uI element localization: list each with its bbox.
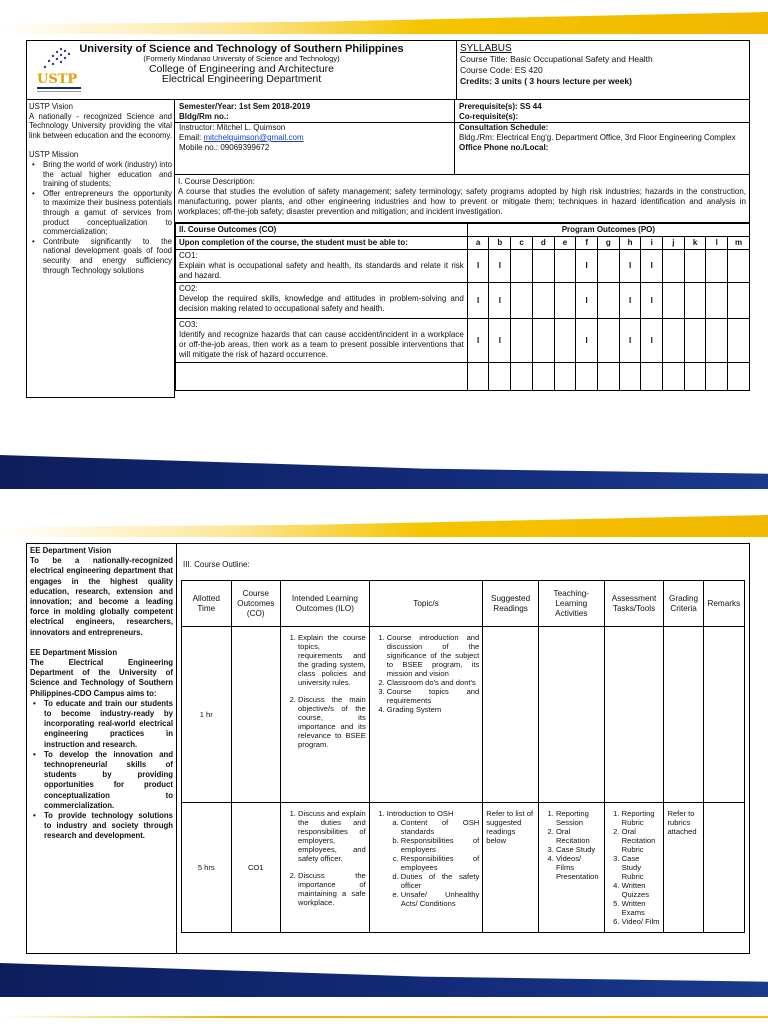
po-mark: [728, 250, 750, 283]
po-mark: [554, 283, 576, 319]
assessment-item: 6. Video/ Film: [622, 917, 661, 926]
col-grading: Grading Criteria: [664, 581, 703, 627]
po-mark: [706, 319, 728, 363]
ilo-item: 2. Discuss the main objective/s of the course, its importance and its relevance to BSEE program.: [298, 695, 366, 749]
po-mark: [706, 283, 728, 319]
col-activities: Teaching-Learning Activities: [538, 581, 604, 627]
outline-row: [182, 803, 745, 933]
description-heading: I. Course Description:: [178, 177, 255, 186]
activity-item: 4. Videos/ Films Presentation: [556, 854, 601, 881]
email-link[interactable]: mitchelquimson@gmail.com: [203, 133, 304, 142]
gold-band-2: [0, 515, 768, 537]
syllabus-page-1: [26, 40, 750, 398]
po-mark: [532, 319, 554, 363]
co-text: Develop the required skills, knowledge and attitudes in problem-solving and decision making related to occupational safety and health.: [179, 294, 464, 313]
po-mark: I: [619, 283, 641, 319]
topic-item: 4. Grading System: [387, 705, 479, 714]
ilo-item: 1. Explain the course topics, requirements and the grading system, class policies and university rules.: [298, 633, 366, 687]
ee-vision-mission: [27, 544, 177, 953]
topic-sub: a. Content of OSH standards: [401, 818, 479, 836]
bldg-room: Bldg/Rm no.:: [175, 112, 454, 123]
course-credits: Credits: 3 units ( 3 hours lecture per week): [460, 76, 632, 86]
navy-band-1: [0, 455, 768, 489]
syllabus-info: [457, 41, 749, 99]
ee-mission-text: The Electrical Engineering Department of the University of Science and Technology of Southern Philippines-CDO Campus aims to:: [30, 658, 173, 698]
institution-block: [27, 41, 457, 99]
semester-info: [175, 100, 455, 174]
course-outcome: CO1: [231, 803, 281, 933]
university-name: University of Science and Technology of Southern Philippines: [79, 43, 404, 55]
course-title: Course Title: Basic Occupational Safety and Health: [460, 54, 653, 64]
course-outline-table: [181, 580, 745, 933]
description-text: A course that studies the evolution of safety management; safety terminology; safety programs adopted by high risk industries; hazards in the construction, manufacturing, power plants, and other engineering industries and how to prevent or mitigate them; techniques in hazard identification and analysis in workplaces; off-the-job safety; disaster prevention and mitigation; and incident investigation.: [178, 187, 746, 216]
prerequisite: Prerequisite(s): SS 44: [459, 102, 542, 111]
po-mark: [532, 283, 554, 319]
col-remarks: Remarks: [703, 581, 744, 627]
formerly-name: (Formerly Mindanao University of Science and Technology): [143, 54, 340, 63]
mission-item: • Offer entrepreneurs the opportunity to maximize their business potentials through a gamut of services from product conceptualization to commercialization;: [29, 189, 172, 237]
po-letter: k: [684, 237, 706, 250]
ustp-vision-mission: [26, 100, 175, 398]
po-letter: m: [728, 237, 750, 250]
prerequisite-info: [455, 100, 749, 174]
topics-cell: [369, 803, 482, 933]
po-mark: [728, 283, 750, 319]
ee-mission-list: [30, 699, 173, 842]
semester-year: Semester/Year: 1st Sem 2018-2019: [179, 102, 311, 111]
po-mark: [597, 283, 619, 319]
po-letter: a: [467, 237, 489, 250]
po-mark: I: [619, 250, 641, 283]
ee-mission-item: • To provide technology solutions to industry and society through research and development.: [30, 811, 173, 842]
course-description: [175, 175, 750, 223]
consultation: Consultation Schedule:: [459, 123, 549, 132]
suggested-readings: Refer to list of suggested readings below: [483, 803, 539, 933]
syllabus-title: SYLLABUS: [460, 43, 512, 54]
ee-mission-heading: EE Department Mission: [30, 647, 118, 657]
po-mark: I: [641, 283, 663, 319]
mission-item: • Contribute significantly to the national development goals of food security and energy sufficiency through Technology solutions: [29, 237, 172, 275]
office-phone: Office Phone no./Local:: [459, 143, 549, 152]
instructor: Instructor: Mitchel L. Quimson: [179, 123, 286, 132]
po-mark: [684, 283, 706, 319]
po-mark: I: [489, 250, 511, 283]
remarks: [703, 803, 744, 933]
po-mark: [511, 283, 533, 319]
vision-text: A nationally - recognized Science and Technology University providing the vital link between education and the economy.: [29, 111, 172, 140]
college-name: College of Engineering and Architecture: [148, 63, 335, 75]
po-letter: d: [532, 237, 554, 250]
co-code: CO3:: [179, 320, 198, 329]
outline-row: [182, 627, 745, 803]
assessment-item: 3. Case Study Rubric: [622, 854, 661, 881]
topic-item: 3. Course topics and requirements: [387, 687, 479, 705]
po-mark: [663, 250, 685, 283]
co-row: [176, 319, 750, 363]
email-line: [179, 133, 450, 143]
assessment-item: 5. Written Exams: [622, 899, 661, 917]
po-mark: I: [489, 283, 511, 319]
mission-heading: USTP Mission: [29, 150, 79, 160]
syllabus-page-2: [26, 543, 750, 954]
activity-item: 3. Case Study: [556, 845, 601, 854]
po-letter: c: [511, 237, 533, 250]
po-letter: h: [619, 237, 641, 250]
po-mark: I: [467, 250, 489, 283]
po-mark: [684, 319, 706, 363]
ilo-item: 2. Discuss the importance of maintaining a safe workplace.: [298, 871, 366, 907]
po-mark: [663, 319, 685, 363]
col-topics: Topic/s: [369, 581, 482, 627]
topic-sub: c. Responsibilities of employees: [401, 854, 479, 872]
grading-criteria: Refer to rubrics attached: [664, 803, 703, 933]
co-subheading: Upon completion of the course, the student must be able to:: [176, 237, 468, 250]
co-heading: II. Course Outcomes (CO): [176, 224, 468, 237]
po-mark: [554, 319, 576, 363]
ilo-cell: [281, 627, 370, 803]
mission-list: [29, 160, 172, 275]
ee-vision-heading: EE Department Vision: [30, 546, 112, 555]
topic-sub: e. Unsafe/ Unhealthy Acts/ Conditions: [401, 890, 479, 908]
po-heading: Program Outcomes (PO): [467, 224, 749, 237]
ustp-logo-icon: [31, 43, 87, 97]
co-row: [176, 250, 750, 283]
po-letter: l: [706, 237, 728, 250]
activities-cell: [538, 803, 604, 933]
mission-item: • Bring the world of work (industry) into the actual higher education and training of students;: [29, 160, 172, 189]
col-course-outcomes: Course Outcomes (CO): [231, 581, 281, 627]
po-mark: I: [467, 283, 489, 319]
po-mark: [706, 250, 728, 283]
col-allotted-time: Allotted Time: [182, 581, 232, 627]
po-mark: I: [641, 250, 663, 283]
co-row: [176, 283, 750, 319]
assessment-cell: [604, 803, 664, 933]
topic-sub: d. Duties of the safety officer: [401, 872, 479, 890]
po-letter: i: [641, 237, 663, 250]
ee-vision-text: To be a nationally-recognized electrical engineering department that engages in the highest quality education, research, extension and innovation; and become a leading force in molding globally competent electrical engineers, researchers, innovators and entrepreneurs.: [30, 556, 173, 637]
po-mark: [511, 319, 533, 363]
po-letter: f: [576, 237, 598, 250]
topic-main: Introduction to OSH: [386, 809, 454, 818]
po-mark: I: [641, 319, 663, 363]
po-mark: [597, 319, 619, 363]
course-code: Course Code: ES 420: [460, 65, 543, 75]
po-letter: j: [663, 237, 685, 250]
col-readings: Suggested Readings: [483, 581, 539, 627]
activity-item: 2. Oral Recitation: [556, 827, 601, 845]
email-label: Email:: [179, 133, 204, 142]
ilo-item: 1. Discuss and explain the duties and responsibilities of employers, employees, and safety officer.: [298, 809, 366, 863]
co-text: Explain what is occupational safety and health, its standards and relate it risk and hazard.: [179, 261, 464, 280]
po-mark: [597, 250, 619, 283]
po-mark: [554, 250, 576, 283]
course-outcome: [231, 627, 281, 803]
navy-band-2: [0, 963, 768, 997]
outline-heading: III. Course Outline:: [183, 560, 250, 569]
course-outcomes-table: [175, 223, 750, 391]
department-name: Electrical Engineering Department: [161, 73, 322, 85]
co-row-empty: [176, 363, 750, 391]
assessment-item: 4. Written Quizzes: [622, 881, 661, 899]
top-gold-band: [0, 12, 768, 34]
col-ilo: Intended Learning Outcomes (ILO): [281, 581, 370, 627]
consult-room: Bldg./Rm: Electrical Eng'g. Department Office, 3rd Floor Engineering Complex: [459, 133, 736, 142]
bottom-gold-line: [0, 1016, 768, 1018]
col-assessment: Assessment Tasks/Tools: [604, 581, 664, 627]
mobile-number: Mobile no.: 09069399672: [179, 143, 270, 152]
po-mark: I: [489, 319, 511, 363]
topic-item: 2. Classroom do's and dont's: [387, 678, 479, 687]
allotted-time: 5 hrs: [182, 803, 232, 933]
po-mark: [728, 319, 750, 363]
po-letter: e: [554, 237, 576, 250]
topic-item: 1. Course introduction and discussion of the significance of the subject to BSEE program, its mission and vision: [387, 633, 479, 678]
po-mark: I: [576, 283, 598, 319]
po-mark: I: [576, 250, 598, 283]
ilo-cell: [281, 803, 370, 933]
co-text: Identify and recognize hazards that can cause accident/incident in a workplace or off-the-job areas, then work as a team to present possible interventions that will mitigate the risk of hazard occurrence.: [179, 330, 464, 359]
assessment-item: 1. Reporting Rubric: [622, 809, 661, 827]
vision-heading: USTP Vision: [29, 102, 73, 111]
topic-item: [387, 809, 479, 908]
allotted-time: 1 hr: [182, 627, 232, 803]
activity-item: 1. Reporting Session: [556, 809, 601, 827]
co-code: CO1:: [179, 251, 198, 260]
assessment-item: 2. Oral Recitation Rubric: [622, 827, 661, 854]
po-mark: [511, 250, 533, 283]
corequisite: Co-requisite(s):: [455, 112, 749, 123]
po-mark: [684, 250, 706, 283]
po-mark: I: [467, 319, 489, 363]
topic-sub: b. Responsibilities of employers: [401, 836, 479, 854]
ee-mission-item: • To educate and train our students to become industry-ready by incorporating real-world electrical engineering practices in instruction and research.: [30, 699, 173, 750]
po-mark: I: [576, 319, 598, 363]
topics-cell: [369, 627, 482, 803]
ee-mission-item: • To develop the innovation and technopreneurial skills of students by providing opportunities for product conceptualization to commercialization.: [30, 750, 173, 811]
header: [26, 40, 750, 100]
svg-text:USTP: USTP: [37, 72, 78, 87]
po-letter: g: [597, 237, 619, 250]
po-mark: [532, 250, 554, 283]
po-mark: I: [619, 319, 641, 363]
co-code: CO2:: [179, 284, 198, 293]
po-letter: b: [489, 237, 511, 250]
po-mark: [663, 283, 685, 319]
